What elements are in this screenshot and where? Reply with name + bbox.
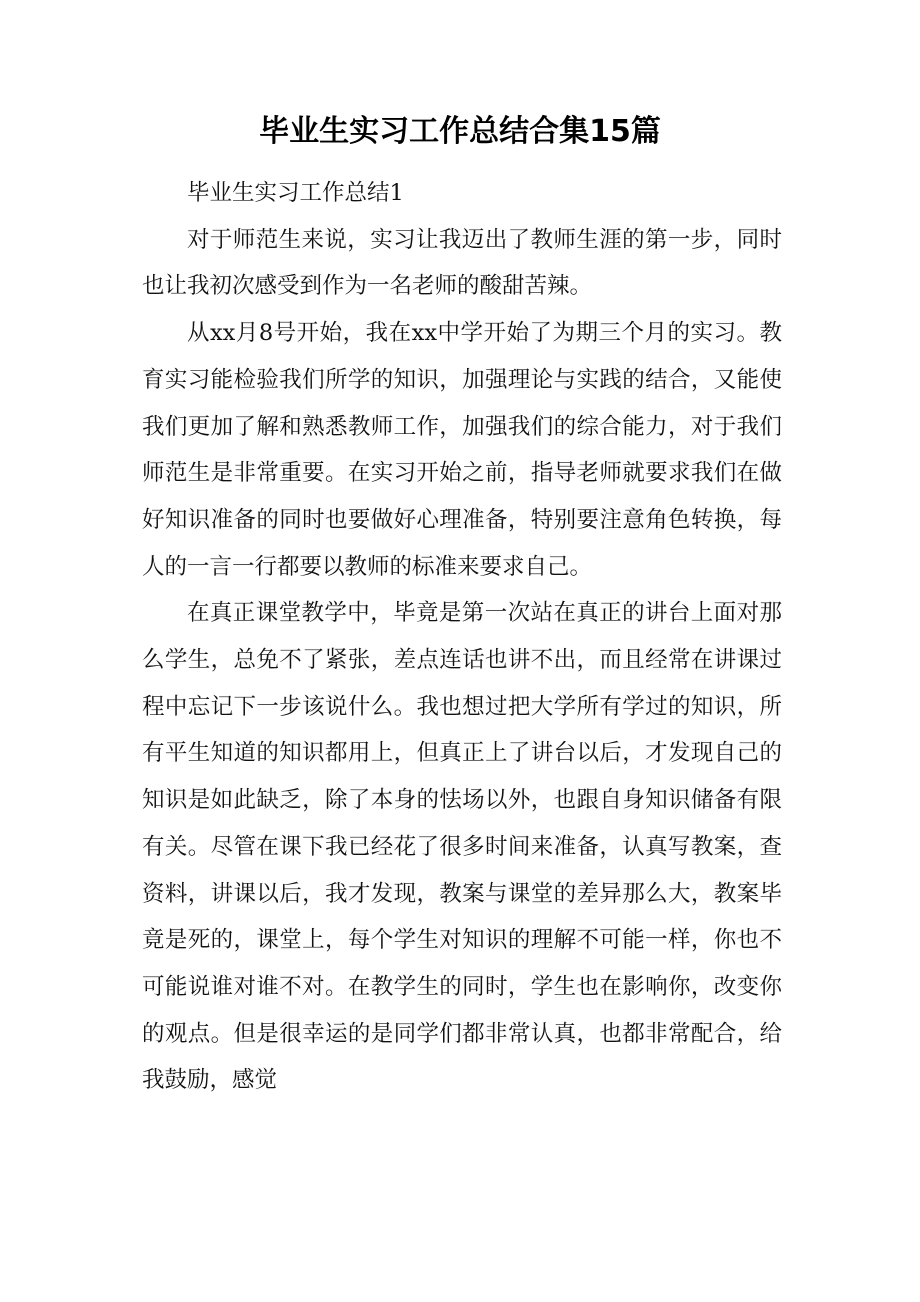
paragraph-2: 从xx月8号开始，我在xx中学开始了为期三个月的实习。教育实习能检验我们所学的知识，加强理论与实践的结合，又能使我们更加了解和熟悉教师工作，加强我们的综合能力，对于我们师范生是非常重要。在实习开始之前，指导老师就要求我们在做好知识准备的同时也要做好心理准备，特别要注意角色转换，每人的一言一行都要以教师的标准来要求自己。: [142, 320, 782, 580]
section-heading: 毕业生实习工作总结1: [187, 180, 404, 206]
document-body: [142, 170, 782, 1104]
paragraph-3: 在真正课堂教学中，毕竟是第一次站在真正的讲台上面对那么学生，总免不了紧张，差点连话也讲不出，而且经常在讲课过程中忘记下一步该说什么。我也想过把大学所有学过的知识，所有平生知道的知识都用上，但真正上了讲台以后，才发现自己的知识是如此缺乏，除了本身的怯场以外，也跟自身知识储备有限有关。尽管在课下我已经花了很多时间来准备，认真写教案，查资料，讲课以后，我才发现，教案与课堂的差异那么大，教案毕竟是死的，课堂上，每个学生对知识的理解不可能一样，你也不可能说谁对谁不对。在教学生的同时，学生也在影响你，改变你的观点。但是很幸运的是同学们都非常认真，也都非常配合，给我鼓励，感觉: [142, 600, 782, 1094]
document-title: 毕业生实习工作总结合集15篇: [259, 114, 661, 149]
paragraph-1: 对于师范生来说，实习让我迈出了教师生涯的第一步，同时也让我初次感受到作为一名老师的酸甜苦辣。: [142, 226, 782, 300]
